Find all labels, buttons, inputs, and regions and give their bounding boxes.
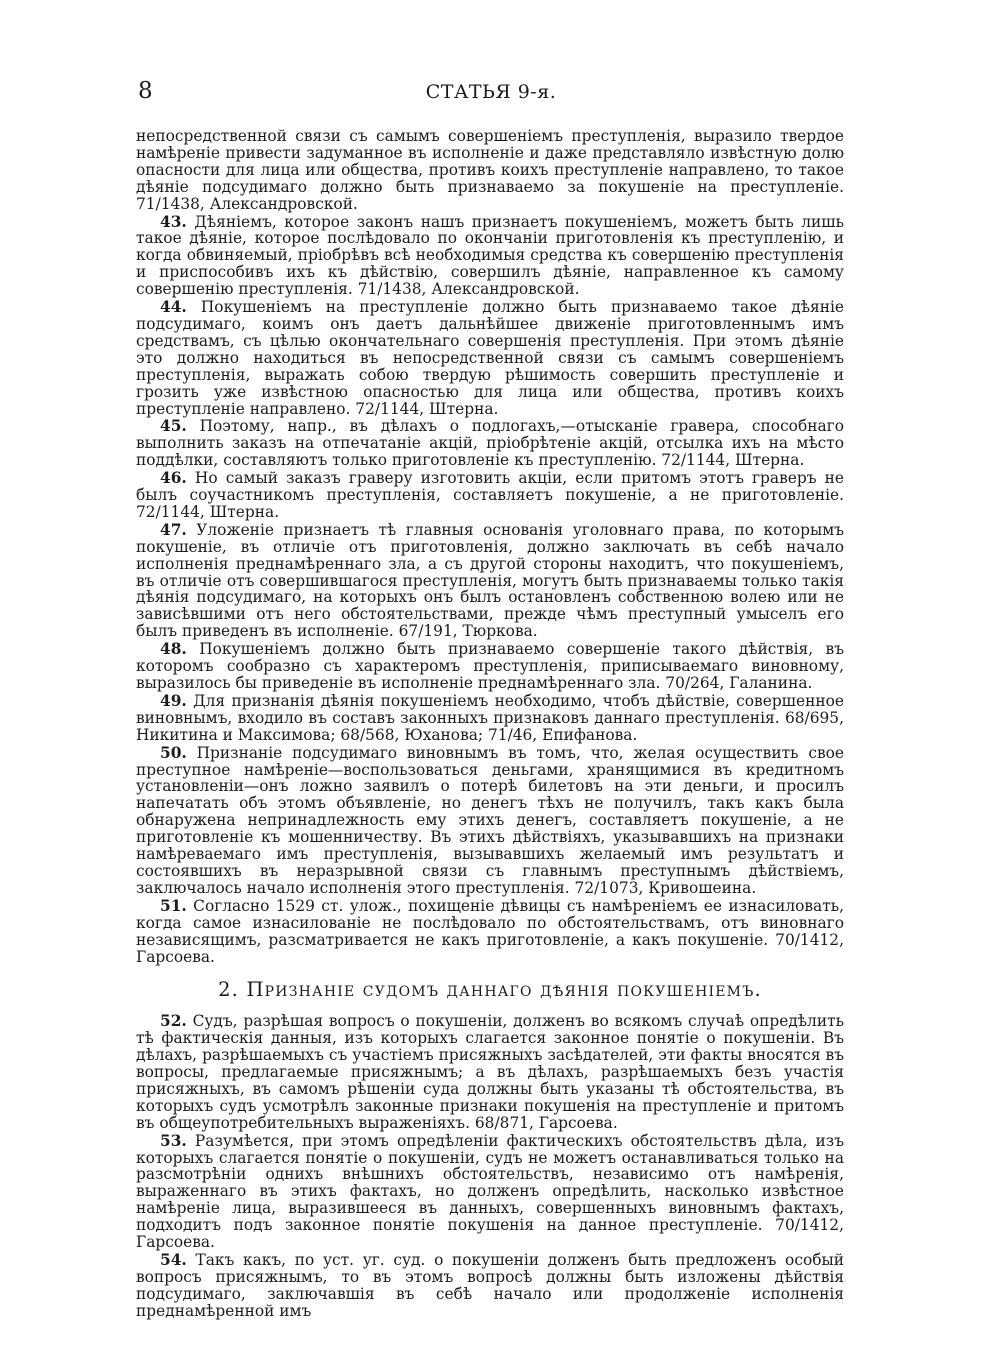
paragraph-number: 50.: [160, 743, 187, 762]
paragraph: [136, 641, 844, 692]
paragraph-number: 48.: [160, 640, 187, 659]
paragraph-text: Поэтому, напр., въ дѣлахъ о подлогахъ,—отысканіе гравера, способнаго выполнить заказъ на отпечатаніе акцій, пріобрѣтеніе акцій, отсылка ихъ на мѣсто поддѣлки, составляютъ только приготовленіе къ преступленію. 72/1144, Штерна.: [136, 417, 844, 470]
paragraph-text: Уложеніе признаетъ тѣ главныя основанія уголовнаго права, по которымъ покушеніе, въ отличіе отъ приготовленія, должно заключать въ себѣ начало исполненія преднамѣреннаго зла, а съ другой стороны находитъ, что покушеніемъ, въ отличіе отъ совершившагося преступленія, могутъ быть признаваемы только такія дѣянія подсудимаго, на которыхъ онъ былъ остановленъ собственною волею или не зависѣвшими отъ него обстоятельствами, прежде чѣмъ преступный умыселъ его былъ приведенъ въ исполненіе. 67/191, Тюркова.: [136, 520, 844, 641]
paragraph-group-b: [136, 1013, 844, 1319]
paragraph: [136, 470, 844, 521]
paragraph-number: 46.: [160, 469, 187, 488]
paragraph-text: Дѣяніемъ, которое законъ нашъ признаетъ покушеніемъ, можетъ быть лишь такое дѣяніе, которое послѣдовало по окончаніи приготовленія къ преступленію, и когда обвиняемый, пріобрѣвъ всѣ необходимыя средства къ совершенію преступленія и приспособивъ ихъ къ дѣйствію, совершилъ дѣяніе, направленное къ самому совершенію преступленія. 71/1438, Александровской.: [136, 212, 844, 299]
paragraph-number: 44.: [160, 298, 187, 317]
page-body: [136, 128, 844, 1321]
continuation-paragraph: непосредственной связи съ самымъ совершенiемъ преступленія, выразило твердое намѣреніе привести задуманное въ исполненіе и даже представляло извѣстную долю опасности для лица или общества, противъ коихъ преступленіе направлено, то такое дѣяніе подсудимаго должно быть признаваемо за покушеніе на преступленіе. 71/1438, Александровской.: [136, 127, 844, 213]
paragraph: [136, 1133, 844, 1251]
paragraph-text: Такъ какъ, по уст. уг. суд. о покушеніи долженъ быть предложенъ особый вопросъ присяжнымъ, то въ этомъ вопросѣ должны быть изложены дѣйствія подсудимаго, заключавшія въ себѣ начало или продолженіе исполненія преднамѣренной имъ: [136, 1251, 844, 1320]
paragraph-number: 49.: [160, 691, 187, 710]
paragraph: [136, 1252, 844, 1320]
paragraph-number: 51.: [160, 896, 187, 915]
page-header: [138, 78, 844, 114]
paragraph: [136, 299, 844, 417]
paragraph-text: Разумѣется, при этомъ опредѣленіи фактическихъ обстоятельствъ дѣла, изъ которыхъ слагается понятіе о покушеніи, судъ не можетъ останавливаться только на разсмотрѣніи однихъ внѣшнихъ обстоятельствъ, независимо отъ намѣренія, выраженнаго въ этихъ фактахъ, но долженъ опредѣлить, насколько извѣстное намѣреніе лица, выразившееся въ данныхъ, совершенныхъ виновнымъ фактахъ, подходитъ подъ законное понятіе покушенія на данное преступленіе. 70/1412, Гарсоева.: [136, 1131, 844, 1252]
paragraph: [136, 522, 844, 640]
paragraph: [136, 1013, 844, 1131]
running-title: СТАТЬЯ 9-я.: [425, 81, 557, 103]
paragraph-text: Но самый заказъ граверу изготовить акціи, если притомъ этотъ граверъ не былъ соучастникомъ преступленія, составляетъ покушеніе, а не приготовленіе. 72/1144, Штерна.: [136, 469, 844, 521]
paragraph: [136, 214, 844, 299]
paragraph-text: Для признанія дѣянія покушеніемъ необходимо, чтобъ дѣйствіе, совершенное виновнымъ, входило въ составъ законныхъ признаковъ даннаго преступленія. 68/695, Никитина и Максимова; 68/568, Юханова; 71/46, Епифанова.: [136, 691, 844, 744]
paragraph-number: 45.: [160, 417, 187, 436]
paragraph: [136, 898, 844, 966]
paragraph-number: 43.: [160, 212, 187, 231]
paragraph-number: 47.: [160, 520, 187, 539]
paragraph-group-a: [136, 214, 844, 966]
paragraph-text: Согласно 1529 ст. улож., похищеніе дѣвицы съ намѣреніемъ ее изнасиловать, когда самое изнасилованіе не послѣдовало по обстоятельствамъ, отъ виновнаго независящимъ, разсматривается не какъ приготовленіе, а какъ покушеніе. 70/1412, Гарсоева.: [136, 896, 844, 966]
paragraph-text: Покушеніемъ должно быть признаваемо совершеніе такого дѣйствія, въ которомъ сообразно съ характеромъ преступленія, приписываемаго виновному, выразилось бы приведеніе въ исполненіе преднамѣреннаго зла. 70/264, Галанина.: [136, 640, 844, 692]
paragraph-text: Судъ, разрѣшая вопросъ о покушеніи, долженъ во всякомъ случаѣ опредѣлить тѣ фактическія данныя, изъ которыхъ слагается законное понятіе о покушеніи. Въ дѣлахъ, разрѣшаемыхъ съ участіемъ присяжныхъ засѣдателей, эти факты вносятся въ вопросы, предлагаемые присяжнымъ; а въ дѣлахъ, разрѣшаемыхъ безъ участія присяжныхъ, въ самомъ рѣшеніи суда должны быть указаны тѣ обстоятельства, въ которыхъ судъ усмотрѣлъ законные признаки покушенія на преступленіе и притомъ въ общеупотребительныхъ выраженіяхъ. 68/871, Гарсоева.: [136, 1012, 844, 1132]
page-number: 8: [138, 78, 153, 104]
paragraph: [136, 745, 844, 897]
paragraph: [136, 418, 844, 469]
paragraph-text: Признаніе подсудимаго виновнымъ въ томъ, что, желая осуществить свое преступное намѣреніе—воспользоваться деньгами, хранящимися въ кредитномъ установленіи—онъ ложно заявилъ о потерѣ билетовъ на эти деньги, и просилъ напечатать объ этомъ объявленіе, но денегъ тѣхъ не получилъ, такъ какъ была обнаружена непринадлежность ему этихъ денегъ, составляетъ покушеніе, а не приготовленіе къ мошенничеству. Въ этихъ дѣйствіяхъ, указывавшихъ на признаки намѣреваемаго имъ преступленія, вызывавшихъ желаемый имъ результатъ и состоявшихъ въ неразрывной связи съ главнымъ преступнымъ дѣйствіемъ, заключалось начало исполненія этого преступленія. 72/1073, Кривошеина.: [136, 743, 844, 897]
paragraph-number: 52.: [160, 1012, 187, 1031]
paragraph: [136, 693, 844, 744]
section-heading: 2. Признаніе судомъ даннаго дѣянія покушеніемъ.: [218, 978, 762, 1002]
paragraph-number: 53.: [160, 1131, 187, 1150]
paragraph-number: 54.: [160, 1251, 187, 1269]
paragraph-text: Покушеніемъ на преступленіе должно быть признаваемо такое дѣяніе подсудимаго, коимъ онъ даетъ дальнѣйшее движеніе приготовленнымъ имъ средствамъ, съ цѣлью окончательнаго совершенія преступленія. При этомъ дѣяніе это должно находиться въ непосредственной связи съ самымъ совершеніемъ преступленія, выражать собою твердую рѣшимость совершить преступленіе и грозить уже извѣстною опасностью для лица или общества, противъ коихъ преступленіе направлено. 72/1144, Штерна.: [136, 298, 844, 418]
